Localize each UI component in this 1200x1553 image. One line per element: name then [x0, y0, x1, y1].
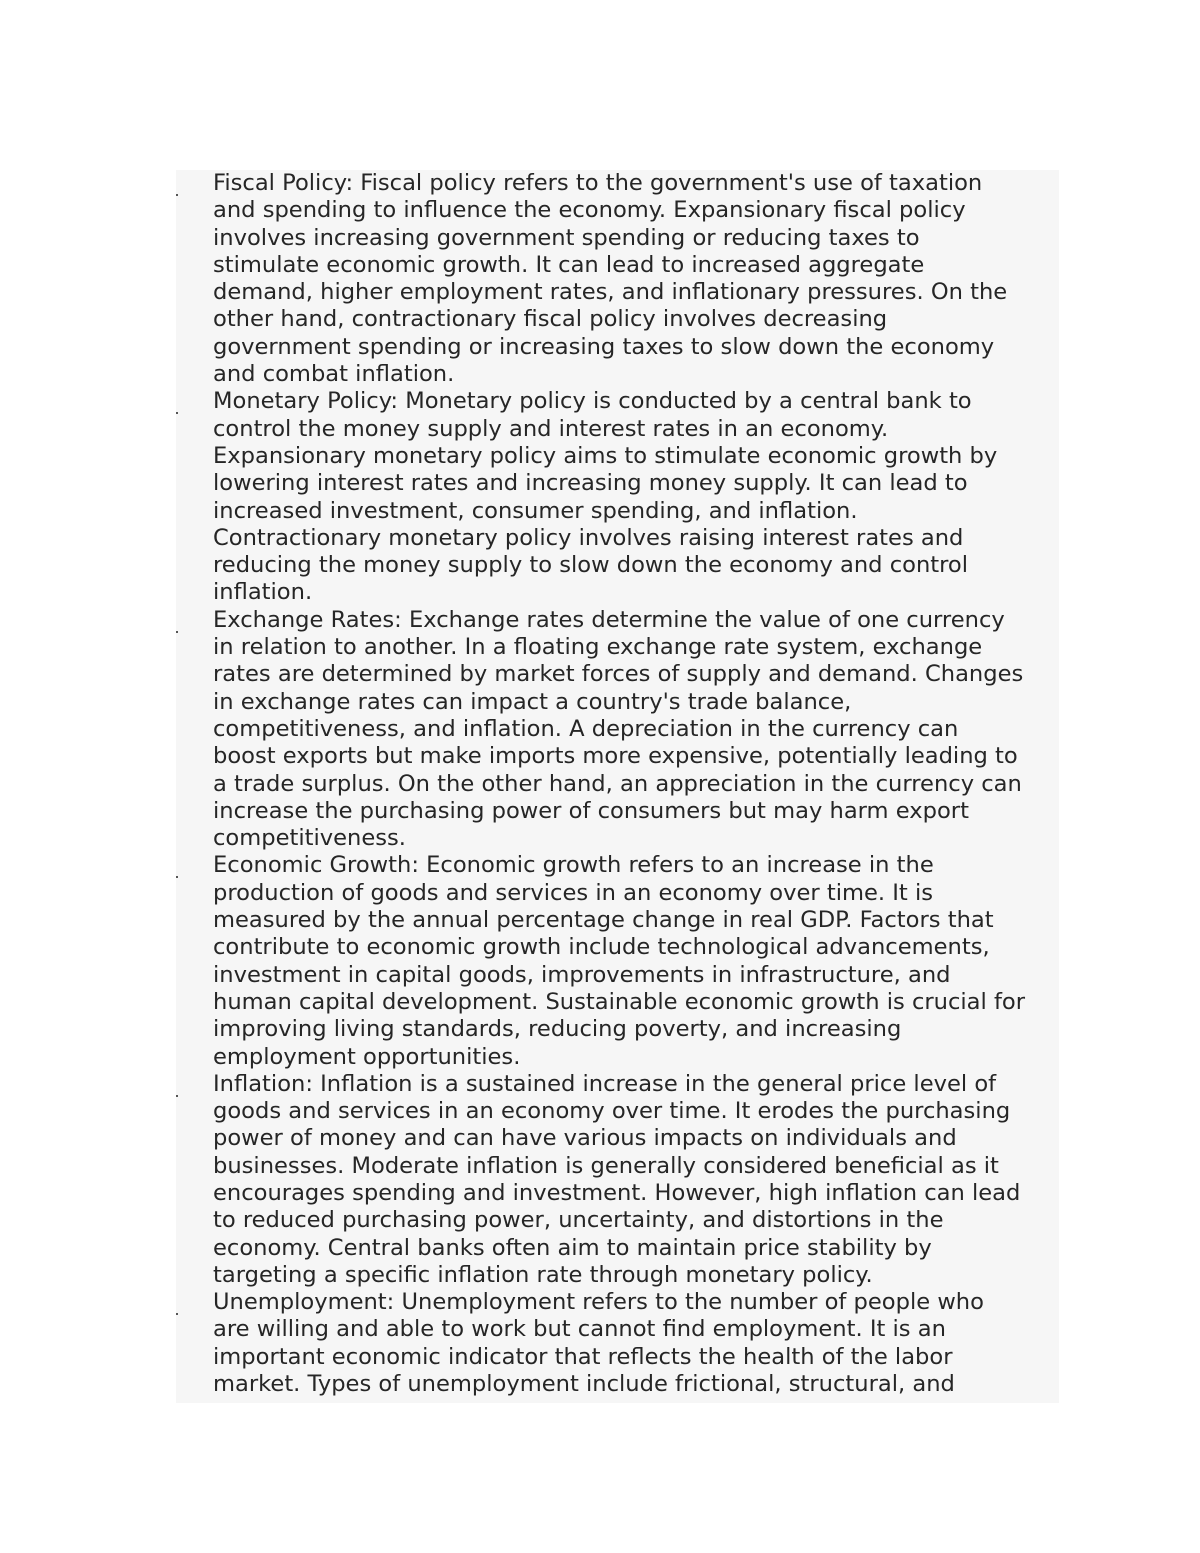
paragraph-line: competitiveness.	[213, 825, 406, 852]
paragraph-line: increased investment, consumer spending, and inflation.	[213, 497, 858, 524]
paragraph-line: Monetary Policy: Monetary policy is conducted by a central bank to	[213, 388, 972, 415]
paragraph-line: production of goods and services in an economy over time. It is	[213, 879, 934, 906]
paragraph-line: economy. Central banks often aim to maintain price stability by	[213, 1234, 932, 1261]
paragraph-line: Contractionary monetary policy involves raising interest rates and	[213, 524, 964, 551]
list-item-exchange-rates	[176, 607, 1059, 853]
paragraph-line: Economic Growth: Economic growth refers to an increase in the	[213, 852, 934, 879]
bullet-marker	[176, 194, 178, 196]
paragraph-line: boost exports but make imports more expensive, potentially leading to	[213, 743, 1018, 770]
bullet-marker	[176, 876, 178, 878]
paragraph-line: a trade surplus. On the other hand, an appreciation in the currency can	[213, 770, 1022, 797]
paragraph-line: and spending to influence the economy. Expansionary fiscal policy	[213, 197, 966, 224]
paragraph-line: Inflation: Inflation is a sustained increase in the general price level of	[213, 1070, 997, 1097]
paragraph-line: and combat inflation.	[213, 361, 455, 388]
bullet-list	[176, 170, 1059, 1398]
paragraph-line: targeting a specific inflation rate through monetary policy.	[213, 1261, 873, 1288]
paragraph-line: in exchange rates can impact a country's trade balance,	[213, 688, 852, 715]
paragraph-line: reducing the money supply to slow down the economy and control	[213, 552, 969, 579]
document-text-block	[176, 170, 1059, 1403]
paragraph-line: human capital development. Sustainable economic growth is crucial for	[213, 988, 1026, 1015]
paragraph-line: involves increasing government spending or reducing taxes to	[213, 224, 920, 251]
paragraph-line: in relation to another. In a floating exchange rate system, exchange	[213, 634, 983, 661]
paragraph-line: control the money supply and interest rates in an economy.	[213, 415, 889, 442]
paragraph-line: are willing and able to work but cannot find employment. It is an	[213, 1316, 946, 1343]
paragraph-line: market. Types of unemployment include frictional, structural, and	[213, 1371, 955, 1398]
paragraph-line: Unemployment: Unemployment refers to the number of people who	[213, 1289, 984, 1316]
paragraph-line: important economic indicator that reflects the health of the labor	[213, 1343, 953, 1370]
paragraph-line: Expansionary monetary policy aims to stimulate economic growth by	[213, 442, 998, 469]
bullet-marker	[176, 1313, 178, 1315]
bullet-marker	[176, 412, 178, 414]
list-item-unemployment	[176, 1289, 1059, 1398]
paragraph-line: businesses. Moderate inflation is generally considered beneficial as it	[213, 1152, 999, 1179]
paragraph-line: power of money and can have various impacts on individuals and	[213, 1125, 957, 1152]
paragraph-line: lowering interest rates and increasing money supply. It can lead to	[213, 470, 968, 497]
paragraph-line: goods and services in an economy over time. It erodes the purchasing	[213, 1098, 1011, 1125]
paragraph-line: rates are determined by market forces of supply and demand. Changes	[213, 661, 1024, 688]
paragraph-line: encourages spending and investment. However, high inflation can lead	[213, 1179, 1021, 1206]
paragraph-line: stimulate economic growth. It can lead to increased aggregate	[213, 251, 925, 278]
paragraph-line: Fiscal Policy: Fiscal policy refers to the government's use of taxation	[213, 170, 983, 196]
paragraph-line: other hand, contractionary fiscal policy involves decreasing	[213, 306, 888, 333]
list-item-economic-growth	[176, 852, 1059, 1070]
list-item-monetary-policy	[176, 388, 1059, 606]
paragraph-line: improving living standards, reducing poverty, and increasing	[213, 1016, 902, 1043]
bullet-marker	[176, 631, 178, 633]
paragraph-line: employment opportunities.	[213, 1043, 521, 1070]
paragraph-line: investment in capital goods, improvements in infrastructure, and	[213, 961, 951, 988]
paragraph-line: Exchange Rates: Exchange rates determine the value of one currency	[213, 606, 1005, 633]
paragraph-line: inflation.	[213, 579, 313, 606]
list-item-inflation	[176, 1071, 1059, 1289]
paragraph-line: increase the purchasing power of consumers but may harm export	[213, 797, 969, 824]
paragraph-line: contribute to economic growth include technological advancements,	[213, 934, 990, 961]
paragraph-line: government spending or increasing taxes to slow down the economy	[213, 333, 995, 360]
paragraph-line: to reduced purchasing power, uncertainty, and distortions in the	[213, 1207, 944, 1234]
paragraph-line: demand, higher employment rates, and inflationary pressures. On the	[213, 279, 1008, 306]
list-item-fiscal-policy	[176, 170, 1059, 388]
paragraph-line: competitiveness, and inflation. A depreciation in the currency can	[213, 715, 959, 742]
paragraph-line: measured by the annual percentage change in real GDP. Factors that	[213, 907, 994, 934]
bullet-marker	[176, 1095, 178, 1097]
